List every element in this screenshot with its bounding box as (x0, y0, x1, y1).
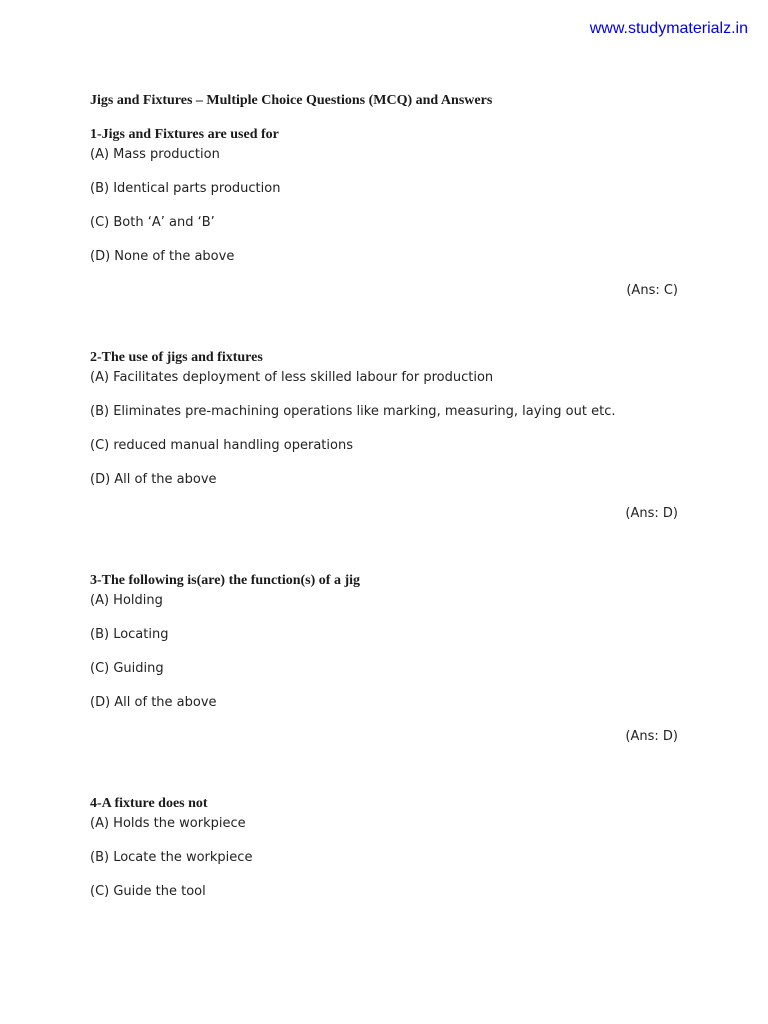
option-a: (A) Mass production (90, 147, 220, 162)
question-3 (90, 571, 690, 747)
option-a: (A) Holds the workpiece (90, 816, 246, 831)
answer: (Ans: D) (625, 506, 678, 521)
option-b: (B) Locating (90, 627, 169, 642)
option-d: (D) All of the above (90, 472, 217, 487)
option-c: (C) Both ‘A’ and ‘B’ (90, 215, 215, 230)
answer: (Ans: C) (626, 283, 678, 298)
option-d: (D) All of the above (90, 695, 217, 710)
option-b: (B) Locate the workpiece (90, 850, 253, 865)
answer: (Ans: D) (625, 729, 678, 744)
option-a: (A) Holding (90, 593, 163, 608)
document-title: Jigs and Fixtures – Multiple Choice Questions (MCQ) and Answers (90, 93, 493, 108)
option-a: (A) Facilitates deployment of less skilled labour for production (90, 370, 494, 385)
option-b: (B) Eliminates pre-machining operations like marking, measuring, laying out etc. (90, 404, 616, 419)
option-c: (C) reduced manual handling operations (90, 438, 353, 453)
site-link[interactable]: www.studymaterialz.in (589, 20, 748, 37)
question-text: 4-A fixture does not (90, 796, 208, 811)
option-c: (C) Guiding (90, 661, 164, 676)
question-1 (90, 125, 690, 301)
option-c: (C) Guide the tool (90, 884, 206, 899)
option-b: (B) Identical parts production (90, 181, 281, 196)
question-text: 2-The use of jigs and fixtures (90, 350, 263, 365)
question-text: 3-The following is(are) the function(s) of a jig (90, 573, 360, 588)
question-2 (90, 348, 690, 524)
question-text: 1-Jigs and Fixtures are used for (90, 127, 279, 142)
option-d: (D) None of the above (90, 249, 235, 264)
question-4 (90, 794, 690, 916)
